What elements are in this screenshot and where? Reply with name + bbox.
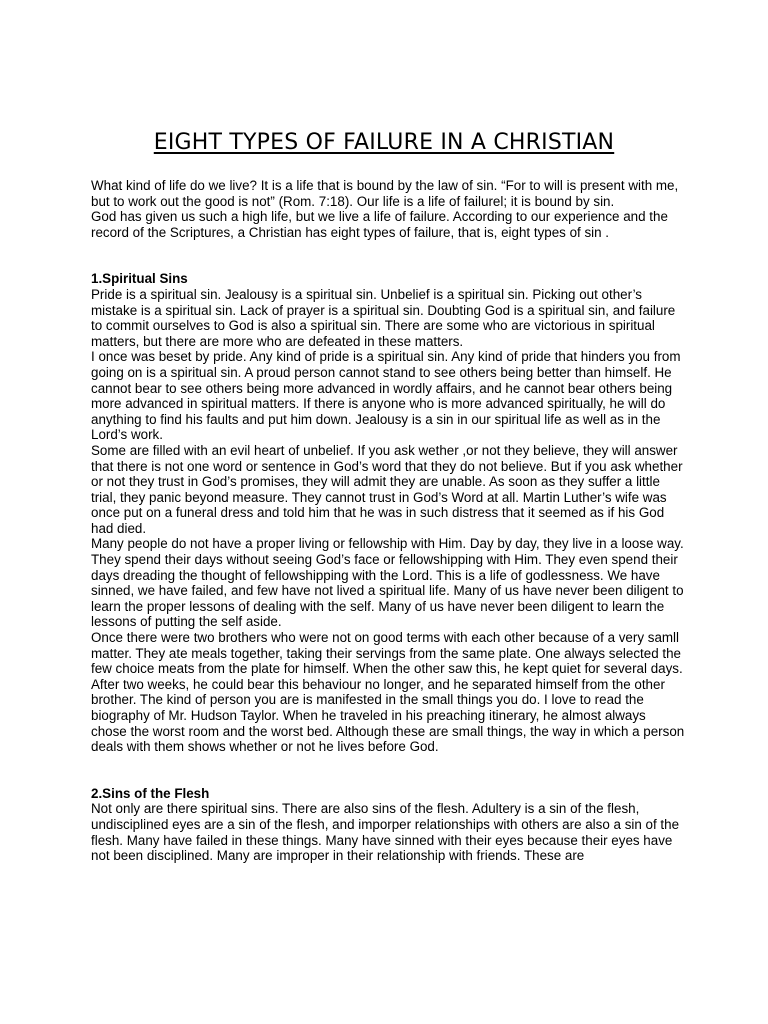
section-paragraph: Some are filled with an evil heart of unbelief. If you ask wether ,or not they believe, they will answer that there is not one word or sentence in God’s word that they do not believe. But if you ask whether or not they trust in God’s promises, they will admit they are unable. As soon as they suffer a little trial, they panic beyond measure. They cannot trust in God’s Word at all. Martin Luther’s wife was once put on a funeral dress and told him that he was in such distress that it seemed as if his God had died. [91,442,683,536]
section-paragraph: I once was beset by pride. Any kind of pride is a spiritual sin. Any kind of pride that hinders you from going on is a spiritual sin. A proud person cannot stand to see others being better than himself. He cannot bear to see others being more advanced in wordly affairs, and he cannot bear others being more advanced in spiritual matters. If there is anyone who is more advanced spiritually, he will do anything to find his faults and put him down. Jealousy is a sin in our spiritual life as well as in the Lord’s work. [91,349,681,443]
section-heading: 2.Sins of the Flesh [91,785,210,801]
section-paragraph: Once there were two brothers who were not on good terms with each other because of a very samll matter. They ate meals together, taking their servings from the same plate. One always selected the few choice meats from the plate for himself. When the other saw this, he kept quiet for several days. After two weeks, he could bear this behaviour no longer, and he separated himself from the other brother. The kind of person you are is manifested in the small things you do. I love to read the biography of Mr. Hudson Taylor. When he traveled in his preaching itinerary, he almost always chose the worst room and the worst bed. Although these are small things, the way in which a person deals with them shows whether or not he lives before God. [91,630,685,755]
section-spiritual-sins [91,271,685,754]
section-paragraph: Not only are there spiritual sins. There are also sins of the flesh. Adultery is a sin of the flesh, undisciplined eyes are a sin of the flesh, and imporper relationships with others are also a sin of the flesh. Many have failed in these things. Many have sinned with their eyes because their eyes have not been disciplined. Many are improper in their relationship with friends. These are [91,801,680,864]
section-paragraph: Many people do not have a proper living or fellowship with Him. Day by day, they live in a loose way. They spend their days without seeing God’s face or fellowshipping with Him. They even spend their days dreading the thought of fellowshipping with the Lord. This is a life of godlessness. We have sinned, we have failed, and few have not lived a spiritual life. Many of us have never been diligent to learn the proper lessons of dealing with the self. Many of us have never been diligent to learn the lessons of putting the self aside. [91,536,684,630]
intro [91,178,685,240]
document-title: EIGHT TYPES OF FAILURE IN A CHRISTIAN [153,130,615,155]
section-heading: 1.Spiritual Sins [91,271,188,287]
section-sins-of-the-flesh [91,786,685,864]
intro-paragraph: What kind of life do we live? It is a life that is bound by the law of sin. “For to will is present with me, but to work out the good is not” (Rom. 7:18). Our life is a life of failurel; it is bound by sin. [91,178,679,209]
document-body [91,178,685,895]
intro-paragraph: God has given us such a high life, but we live a life of failure. According to our experience and the record of the Scriptures, a Christian has eight types of failure, that is, eight types of sin . [91,209,668,240]
section-paragraph: Pride is a spiritual sin. Jealousy is a spiritual sin. Unbelief is a spiritual sin. Picking out other’s mistake is a spiritual sin. Lack of prayer is a spiritual sin. Doubting God is a spiritual sin, and failure to commit ourselves to God is also a spiritual sin. There are some who are victorious in spiritual matters, but there are more who are defeated in these matters. [91,286,676,349]
